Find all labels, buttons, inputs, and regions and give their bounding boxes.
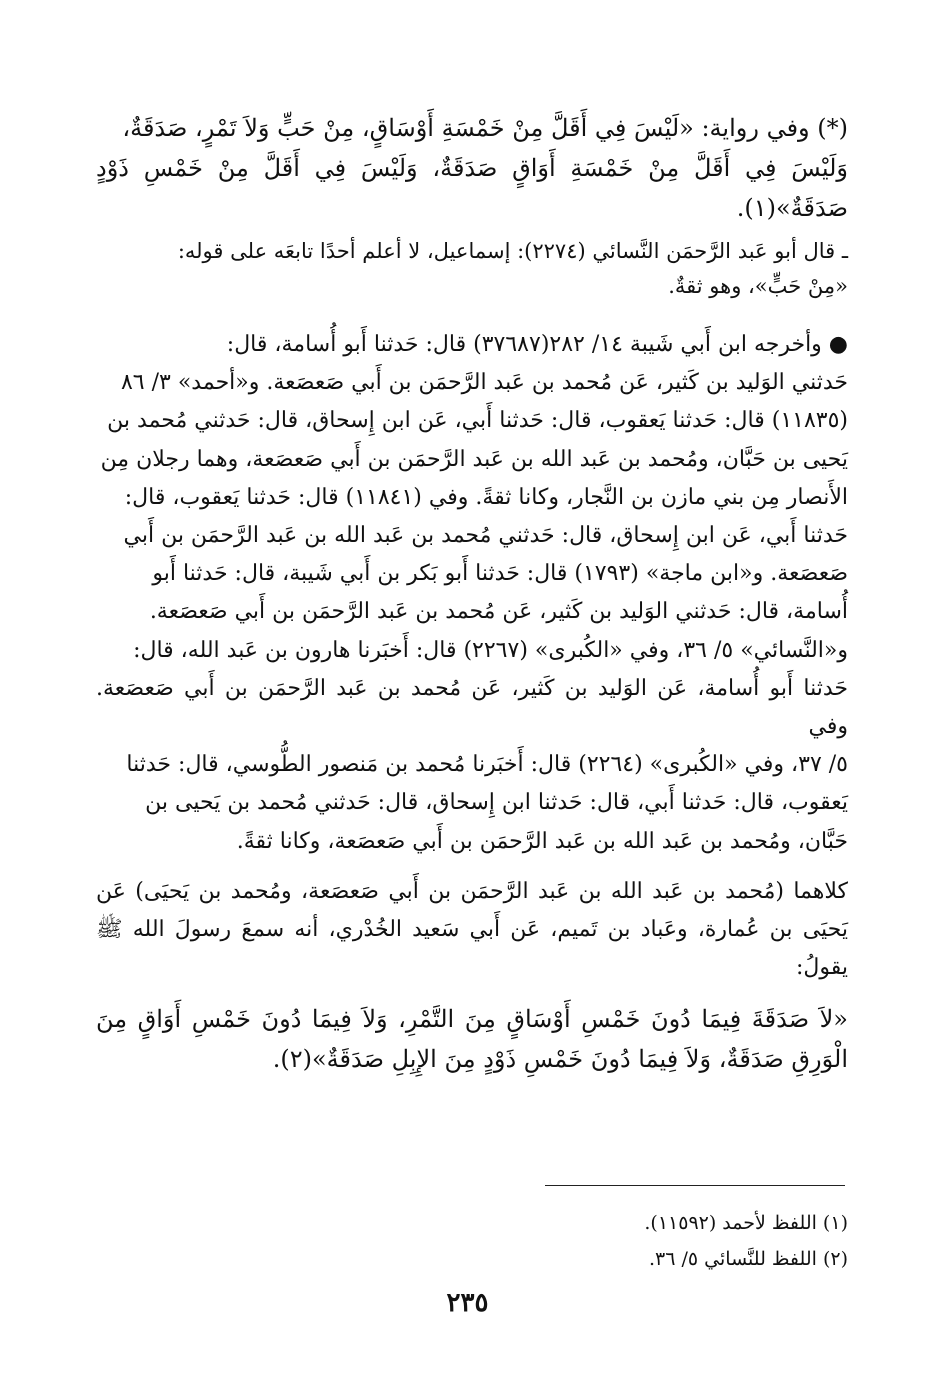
hadith-variant bbox=[96, 108, 848, 228]
hadith-line: (*) وفي رواية: «لَيْسَ فِي أَقَلَّ مِنْ خَمْسَةِ أَوْسَاقٍ، مِنْ حَبٍّ وَلاَ تَمْرٍ، صَدَقَةٌ، bbox=[122, 114, 848, 142]
chain-line: ﷺ يقولُ: bbox=[96, 917, 848, 981]
chain-paragraph bbox=[96, 873, 848, 988]
body-line: صَعصَعة. و«ابن ماجة» (١٧٩٣) قال: حَدثنا أَبو بَكر بن أَبي شَيبة، قال: حَدثنا أَبو bbox=[152, 561, 848, 587]
hadith-line: وَلَيْسَ فِي أَقَلَّ مِنْ خَمْسَةِ أَوَاقٍ صَدَقَةٌ، وَلَيْسَ فِي أَقَلَّ مِنْ خَمْسِ ذَوْدٍ صَدَقَةٌ»(١). bbox=[96, 154, 848, 222]
body-line: حَدثنا أَبي، عَن ابن إِسحاق، قال: حَدثني مُحمد بن عَبد الله بن عَبد الرَّحمَن بن أَبي bbox=[123, 523, 848, 549]
footnote-1: (١) اللفظ لأحمد (١١٥٩٢). bbox=[644, 1212, 848, 1234]
chain-line: عَن يَحيَى بن عُمارة، وعَباد بن تَميم، عَن أَبي سَعيد الخُدْري، أنه سمعَ رسولَ الله bbox=[96, 878, 848, 943]
hadith-text bbox=[96, 999, 848, 1079]
body-line: حَبَّان، ومُحمد بن عَبد الله بن عَبد الرَّحمَن بن أَبي صَعصَعة، وكانا ثقةً. bbox=[236, 828, 848, 854]
footnotes bbox=[96, 1205, 848, 1277]
body-line: ● وأخرجه ابن أَبي شَيبة ١٤/ ٢٨٢(٣٧٦٨٧) قال: حَدثنا أَبو أُسامة، قال: bbox=[226, 332, 848, 357]
footnote-divider bbox=[545, 1185, 845, 1186]
body-line: أُسامة، قال: حَدثني الوَليد بن كَثير، عَن مُحمد بن عَبد الرَّحمَن بن أَبي صَعصَعة. bbox=[149, 599, 848, 625]
body-line: ٥/ ٣٧، وفي «الكُبرى» (٢٢٦٤) قال: أَخبَرنا مُحمد بن مَنصور الطُّوسي، قال: حَدثنا bbox=[126, 752, 848, 778]
body-line: و«النَّسائي» ٥/ ٣٦، وفي «الكُبرى» (٢٢٦٧) قال: أَخبَرنا هارون بن عَبد الله، قال: bbox=[133, 637, 848, 663]
hadith-line: الْوَرِقِ صَدَقَةٌ، وَلاَ فِيمَا دُونَ خَمْسِ ذَوْدٍ مِنَ الإِبِلِ صَدَقَةٌ»(٢). bbox=[272, 1045, 848, 1074]
chain-line: كلاهما (مُحمد بن عَبد الله بن عَبد الرَّحمَن بن أَبي صَعصَعة، ومُحمد بن يَحيَى) bbox=[135, 878, 848, 904]
hadith-line: «لاَ صَدَقَةَ فِيمَا دُونَ خَمْسِ أَوْسَاقٍ مِنَ التَّمْرِ، وَلاَ فِيمَا دُونَ خَمْسِ أَوَاقٍ مِنَ bbox=[96, 1005, 848, 1034]
note-line: ـ قال أبو عَبد الرَّحمَن النَّسائي (٢٢٧٤): إسماعيل، لا أعلم أحدًا تابعَه على قوله: bbox=[177, 239, 848, 263]
page-number: ٢٣٥ bbox=[446, 1288, 489, 1318]
body-line: يَحيى بن حَبَّان، ومُحمد بن عَبد الله بن عَبد الرَّحمَن بن أَبي صَعصَعة، وهما رجلان مِن bbox=[100, 446, 848, 472]
body-line: يَعقوب، قال: حَدثنا أَبي، قال: حَدثنا ابن إِسحاق، قال: حَدثني مُحمد بن يَحيى بن bbox=[145, 790, 848, 816]
footnote-2: (٢) اللفظ للنَّسائي ٥/ ٣٦. bbox=[649, 1248, 848, 1270]
nasai-note bbox=[96, 234, 848, 304]
body-line: حَدثنا أَبو أُسامة، عَن الوَليد بن كَثير، عَن مُحمد بن عَبد الرَّحمَن بن أَبي صَعصَعة. وفي bbox=[96, 675, 848, 740]
body-line: (١١٨٣٥) قال: حَدثنا يَعقوب، قال: حَدثنا أَبي، عَن ابن إِسحاق، قال: حَدثني مُحمد بن bbox=[107, 408, 848, 434]
takhrij-paragraph bbox=[96, 326, 848, 861]
body-line: حَدثني الوَليد بن كَثير، عَن مُحمد بن عَبد الرَّحمَن بن أَبي صَعصَعة. و«أحمد» ٣/ ٨٦ bbox=[120, 370, 848, 396]
page-content bbox=[96, 108, 848, 1079]
note-line: «مِنْ حَبٍّ»، وهو ثقةٌ. bbox=[668, 274, 848, 298]
body-line: الأَنصار مِن بني مازن بن النَّجار، وكانا ثقةً. وفي (١١٨٤١) قال: حَدثنا يَعقوب، قال: bbox=[124, 484, 848, 510]
